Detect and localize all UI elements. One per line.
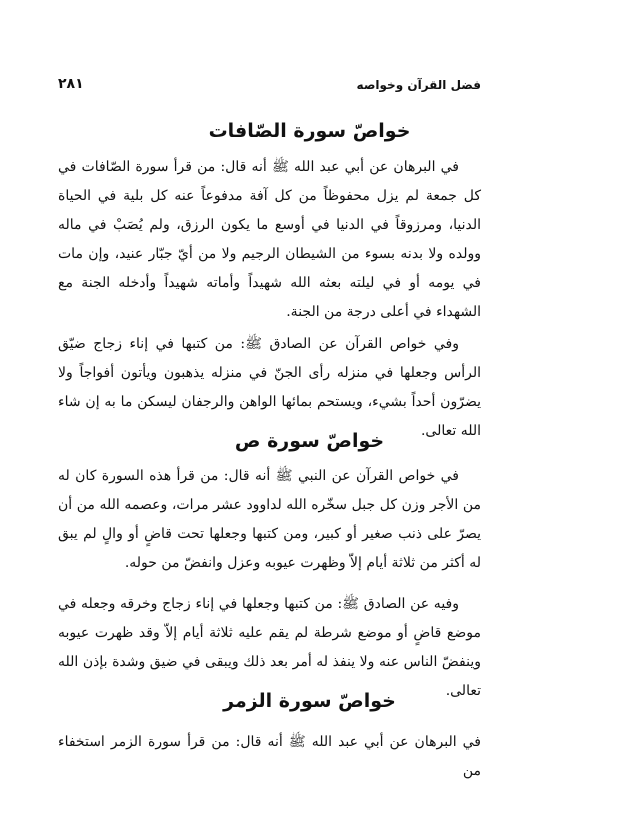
paragraph-zumar-1: في البرهان عن أبي عبد الله ﷺ أنه قال: من قرأ سورة الزمر استخفاء من: [58, 734, 481, 779]
paragraph-sad-2: وفيه عن الصادق ﷺ: من كتبها وجعلها في إناء زجاج وخرقه وجعله في موضع قاضٍ أو موضع شرطة لم يقم عليه ثلاثة أيام إلاّ وقد ظهرت عيوبه وينفضّ الناس عنه ولا ينفذ له أمر بعد ذلك ويبقى في ضيق وشدة بإذن الله تعالى.: [58, 596, 481, 699]
paragraph-saffat-1: في البرهان عن أبي عبد الله ﷺ أنه قال: من قرأ سورة الصّافات في كل جمعة لم يزل محفوظاً من كل آفة مدفوعاً عنه كل بلية في الحياة الدنيا، ومرزوقاً في الدنيا في أوسع ما يكون الرزق، ولم يُصَبْ في ماله وولده ولا بدنه بسوء من الشيطان الرجيم ولا من أيّ جبّار عنيد، وإن مات في يومه أو في ليلته بعثه الله شهيداً وأماته شهيداً وأدخله الجنة مع الشهداء في أعلى درجة من الجنة.: [58, 159, 481, 320]
paragraph-sad-1: في خواص القرآن عن النبي ﷺ أنه قال: من قرأ هذه السورة كان له من الأجر وزن كل جبل سخّره الله لداوود عشر مرات، وعصمه الله من أن يصرّ على ذنب صغير أو كبير، ومن كتبها وجعلها تحت قاضٍ أو والٍ لم يبق له أكثر من ثلاثة أيام إلاّ وظهرت عيوبه وعزل وانفضّ من حوله.: [58, 468, 481, 571]
section-heading-sad: خواصّ سورة ص: [234, 430, 385, 452]
running-header-title: فضل القرآن وخواصه: [356, 78, 481, 92]
paragraph-saffat-2: وفي خواص القرآن عن الصادق ﷺ: من كتبها في إناء زجاج ضيّق الرأس وجعلها في منزله رأى الجنّ في منزله يذهبون ويأتون أفواجاً ولا يضرّون أحداً بشيء، ويستحم بمائها الواهن والرجفان ليسكن ما به إن شاء الله تعالى.: [58, 336, 481, 439]
page-number: ٢٨١: [58, 76, 84, 92]
section-heading-saffat: خواصّ سورة الصّافات: [208, 120, 411, 142]
section-heading-zumar: خواصّ سورة الزمر: [223, 690, 396, 712]
